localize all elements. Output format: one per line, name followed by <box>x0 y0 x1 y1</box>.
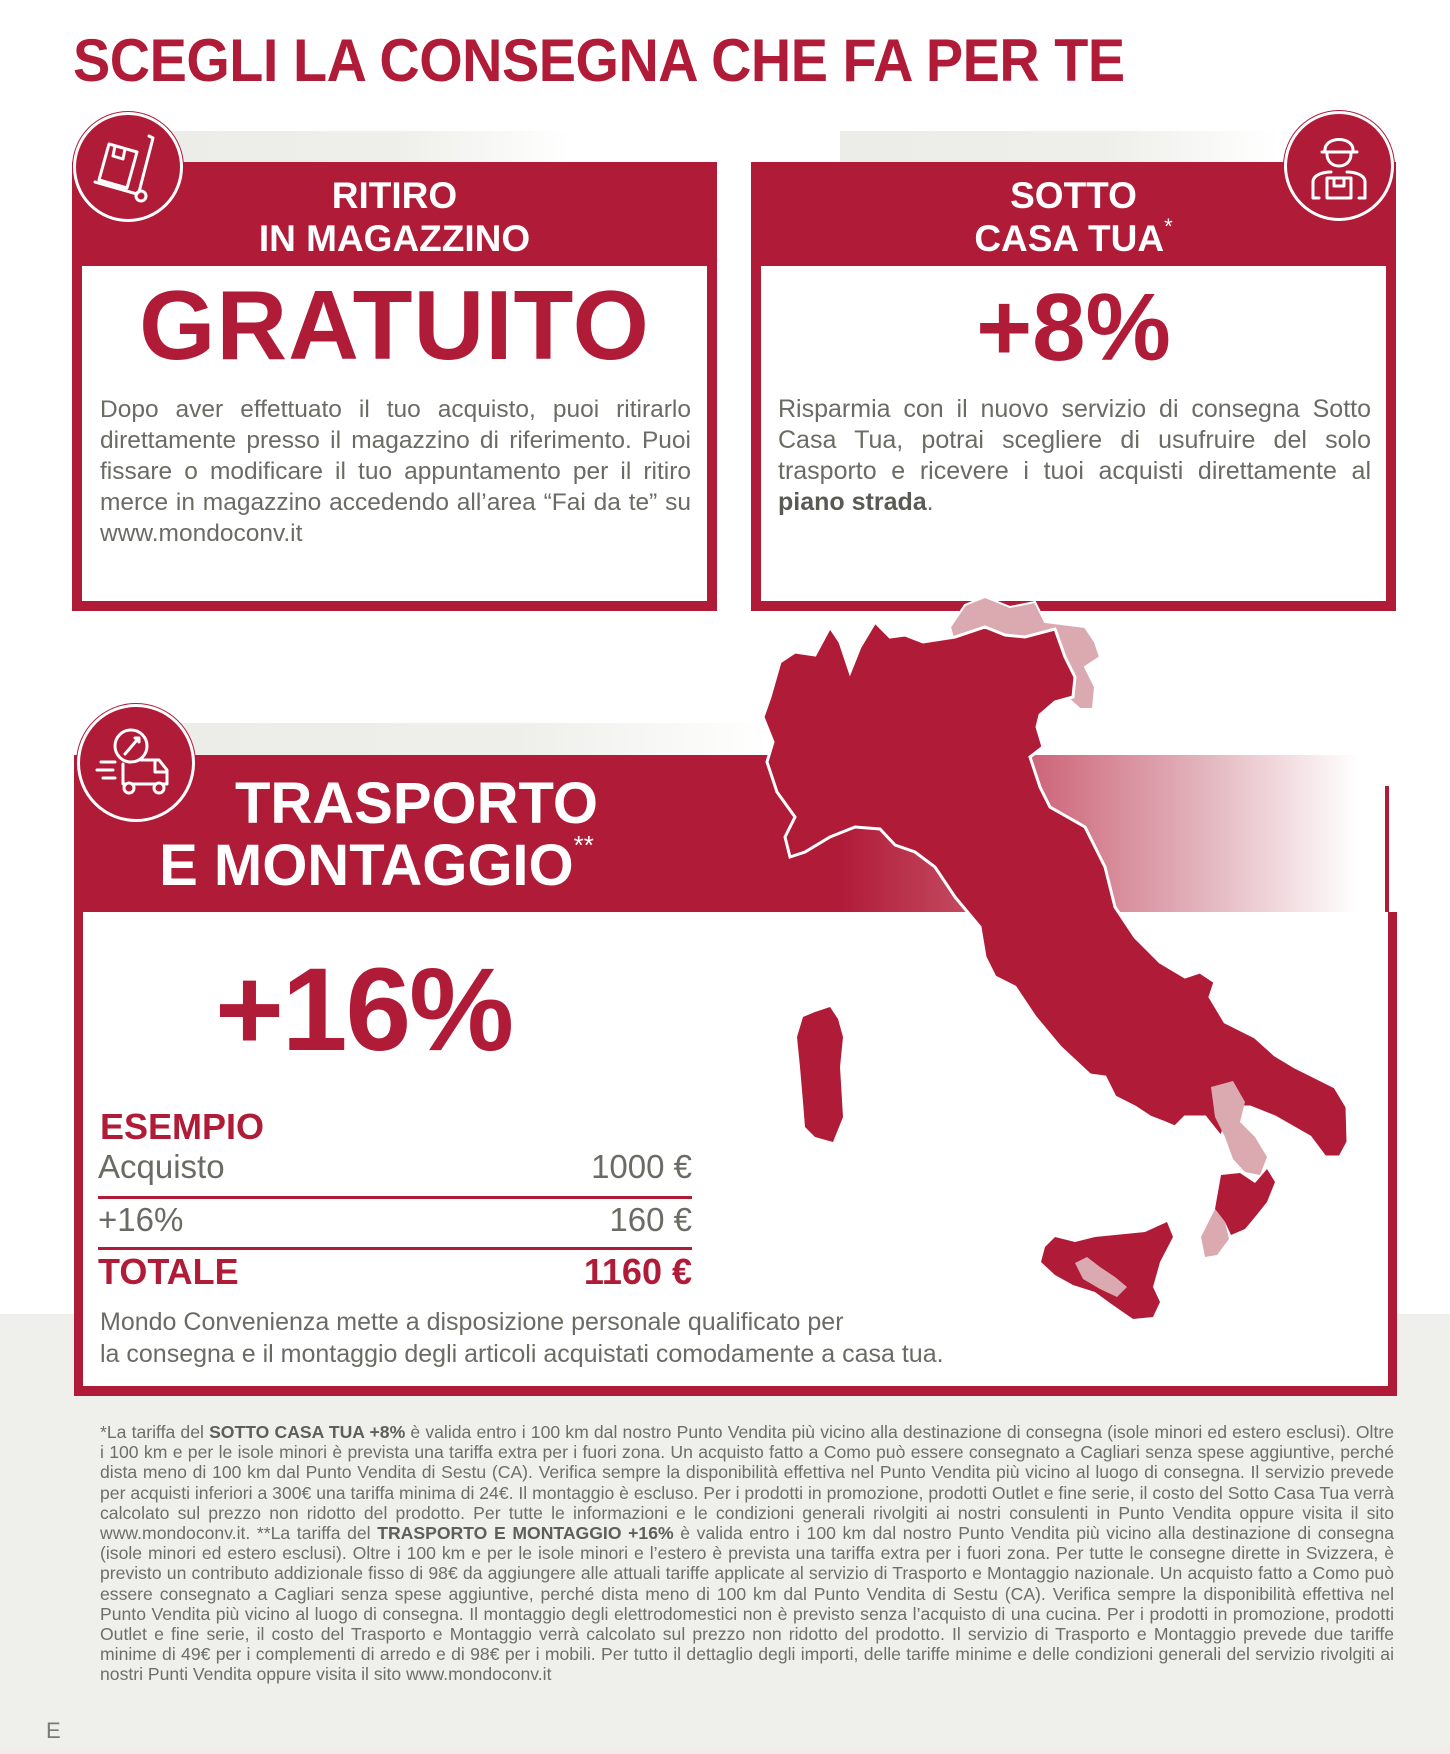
example-total-label: TOTALE <box>98 1251 239 1292</box>
example-row-label: +16% <box>98 1201 184 1238</box>
sotto-casa-footnote-mark: * <box>1164 214 1173 239</box>
footnote-text: è valida entro i 100 km dal nostro Punto Vendita più vicino alla destinazione di consegna (isole minori ed estero esclusi). Oltre i 100 km e per le isole minori e l’estero è prevista una tariffa extra per i fuori zona. Per tutte le consegne dirette in Svizzera, è previsto un contributo addizionale fisso di 98€ da aggiungere alle attuali tariffe applicate al servizio di Trasporto e Montaggio nazionale. Un acquisto fatto a Como può essere consegnato a Cagliari senza spese aggiuntive, perché dista meno di 100 km dal Punto Vendita di Sestu (CA). Verifica sempre la disponibilità effettiva nel Punto Vendita più vicino al luogo di consegna. Il montaggio degli elettrodomestici non è previsto senza l’acquisto di una cucina. Per i prodotti in promozione, prodotti Outlet e fine serie, il costo del Trasporto e Montaggio verrà calcolato sul prezzo non ridotto del prodotto. Il servizio di Trasporto e Montaggio prevede due tariffe minime di 49€ per i complementi di arredo e di 98€ per i mobili. Per tutto il dettaglio degli importi, delle tariffe minime e delle condizioni generali del servizio rivolgiti ai nostri Punti Vendita oppure visita il sito www.mondoconv.it <box>100 1523 1394 1685</box>
ritiro-body <box>82 266 707 601</box>
footnote-bold: SOTTO CASA TUA +8% <box>209 1422 406 1442</box>
example-total-value: 1160 € <box>583 1251 692 1292</box>
ritiro-badge <box>73 112 183 222</box>
page-edge <box>0 1748 1450 1754</box>
ritiro-card <box>72 162 717 611</box>
example-divider <box>98 1196 692 1199</box>
map-region-sardinia <box>797 1007 843 1142</box>
hand-truck-icon <box>93 130 163 204</box>
page-title: SCEGLI LA CONSEGNA CHE FA PER TE <box>73 27 1125 94</box>
trasporto-description-line2: la consegna e il montaggio degli articoli acquistati comodamente a casa tua. <box>100 1340 944 1368</box>
example-row <box>98 1148 692 1186</box>
ritiro-top-shade <box>130 131 570 163</box>
delivery-man-icon <box>1305 128 1373 204</box>
legal-footnote <box>100 1422 1394 1685</box>
sotto-casa-title-line2: CASA TUA <box>974 218 1165 259</box>
trasporto-price: +16% <box>215 944 513 1076</box>
page-letter: E <box>46 1718 61 1743</box>
example-total-row <box>98 1251 692 1293</box>
example-row <box>98 1201 692 1239</box>
map-region-mainland <box>763 622 1348 1157</box>
footnote-text: è valida entro i 100 km dal nostro Punto Vendita più vicino alla destinazione di consegna (isole minori ed estero esclusi). Oltre i 100 km e per le isole minori è prevista una tariffa extra per i fuori zona. Un acquisto fatto a Como può essere consegnato a Cagliari senza spese aggiuntive, perché dista meno di 100 km dal Punto Vendita di Sestu (CA). Verifica sempre la disponibilità effettiva nel Punto Vendita più vicino al luogo di consegna. Il servizio prevede per acquisti inferiori a 300€ una tariffa minima di 24€. Il montaggio è escluso. Per i prodotti in promozione, prodotti Outlet e fine serie, il costo del Sotto Casa Tua verrà calcolato sul prezzo non ridotto del prodotto. Per tutte le informazioni e le condizioni generali rivolgiti ai nostri consulenti in Punto Vendita oppure visita il sito www.mondoconv.it. <box>100 1422 1395 1544</box>
trasporto-description-line1: Mondo Convenienza mette a disposizione personale qualificato per <box>100 1308 844 1336</box>
ritiro-price: GRATUITO <box>139 270 650 380</box>
truck-wrench-icon <box>93 726 179 800</box>
example-row-value: 1000 € <box>591 1148 692 1185</box>
sotto-casa-card <box>751 162 1396 611</box>
sotto-casa-badge <box>1284 111 1394 221</box>
footnote-text: *La tariffa del <box>100 1422 210 1442</box>
example-row-value: 160 € <box>609 1201 692 1238</box>
ritiro-description: Dopo aver effettuato il tuo acquisto, puoi ritirarlo direttamente presso il magazzino di riferimento. Puoi fissare o modificare il tuo appuntamento per il ritiro merce in magazzino accedendo all’area “Fai da te” su www.mondoconv.it <box>100 396 691 547</box>
sotto-casa-top-shade <box>840 131 1280 163</box>
map-region-sicily <box>1041 1222 1173 1319</box>
trasporto-footnote-mark: ** <box>573 830 594 860</box>
footnote-bold: TRASPORTO E MONTAGGIO +16% <box>377 1523 674 1544</box>
example-heading: ESEMPIO <box>100 1106 265 1147</box>
example-divider <box>98 1247 692 1250</box>
sotto-casa-description-end: . <box>926 488 934 516</box>
ritiro-title-line2: IN MAGAZZINO <box>258 218 531 259</box>
sotto-casa-price: +8% <box>976 274 1171 381</box>
italy-map <box>755 597 1415 1357</box>
sotto-casa-description-bold: piano strada <box>778 488 927 516</box>
trasporto-badge <box>77 704 195 822</box>
trasporto-top-shade <box>130 723 770 755</box>
footnote-text: **La tariffa del <box>256 1523 378 1544</box>
trasporto-description <box>100 1306 1200 1370</box>
sotto-casa-body <box>761 266 1386 601</box>
trasporto-title-line1: TRASPORTO <box>234 771 599 836</box>
sotto-casa-description <box>778 394 1371 518</box>
example-row-label: Acquisto <box>98 1148 225 1185</box>
trasporto-title-line2: E MONTAGGIO <box>159 833 574 898</box>
sotto-casa-title-line1: SOTTO <box>1010 175 1137 216</box>
ritiro-title-line1: RITIRO <box>331 175 458 216</box>
sotto-casa-description-text: Risparmia con il nuovo servizio di consegna Sotto Casa Tua, potrai scegliere di usufruire del solo trasporto e ricevere i tuoi acquisti direttamente al <box>778 395 1371 485</box>
